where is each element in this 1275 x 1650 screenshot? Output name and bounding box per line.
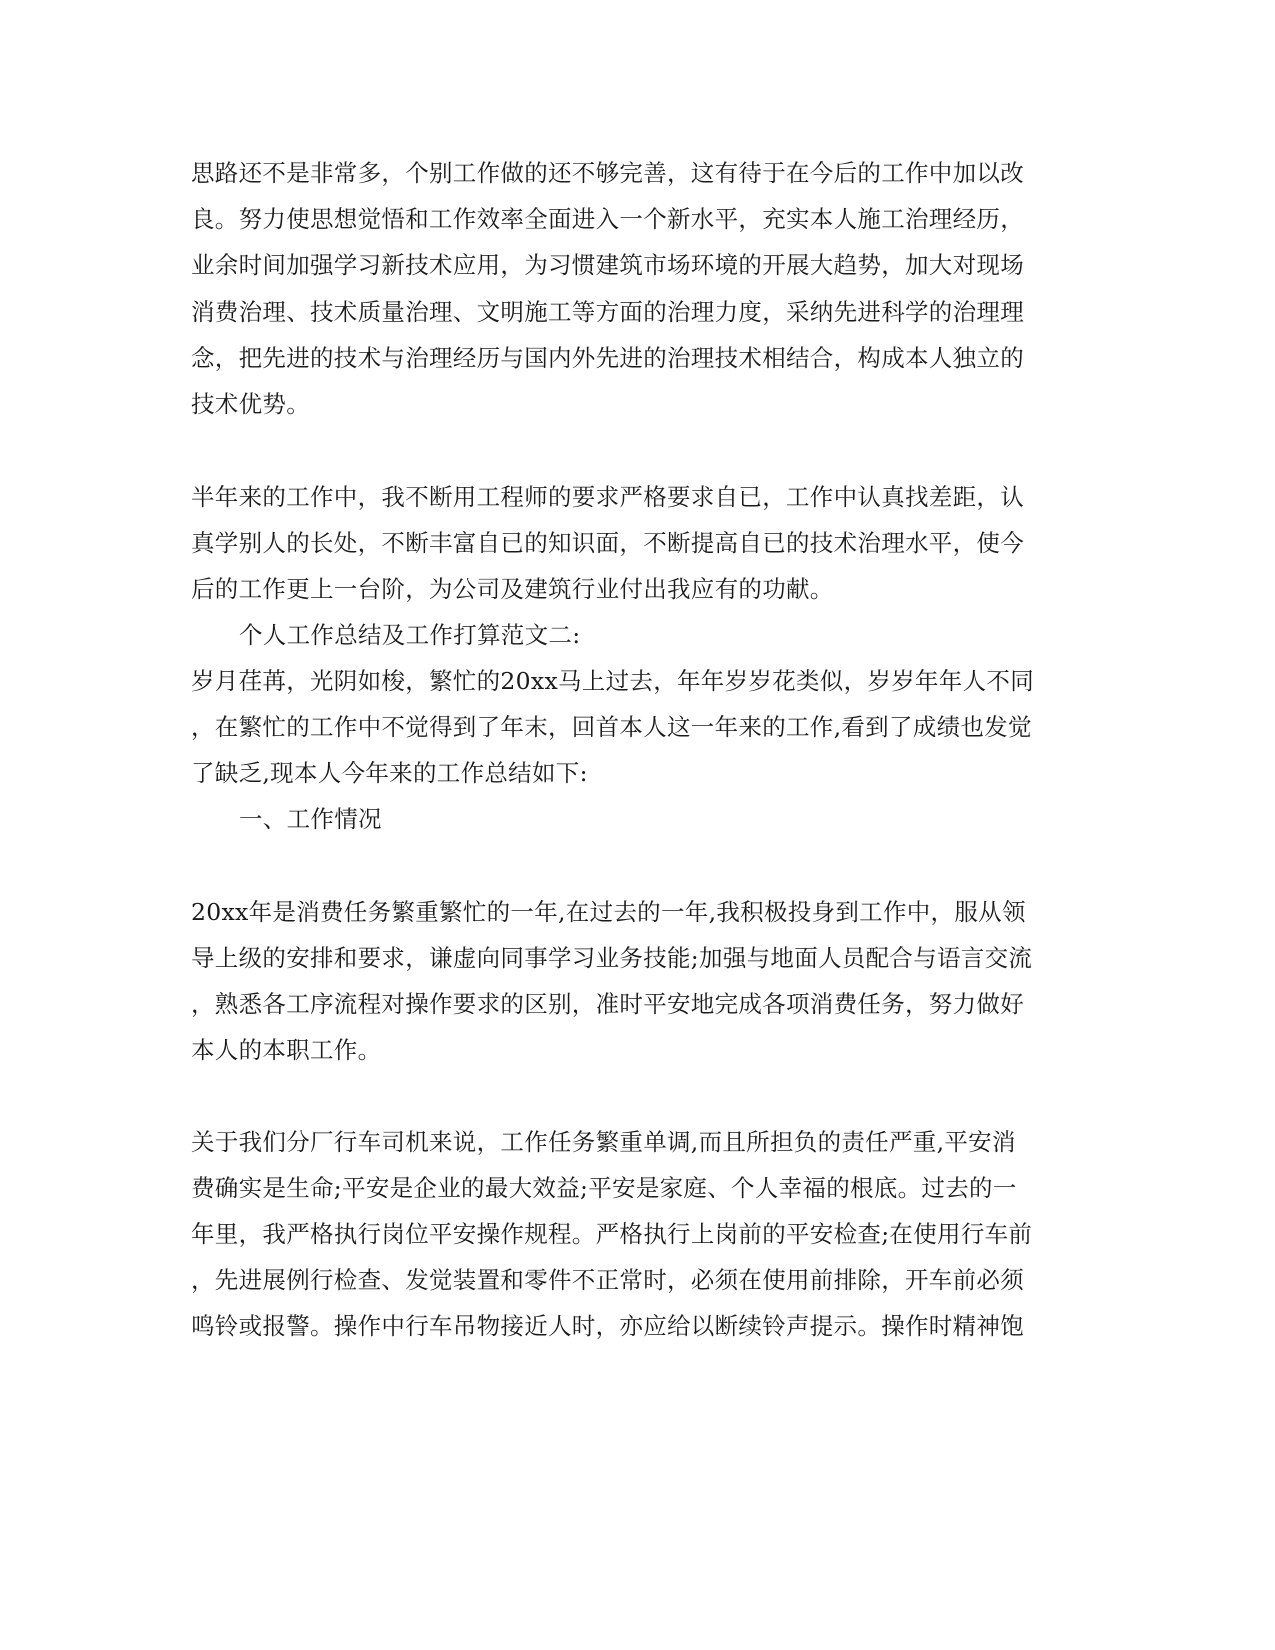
section-heading: 个人工作总结及工作打算范文二: [239,621,581,649]
text-line: ，在繁忙的工作中不觉得到了年末，回首本人这一年来的工作,看到了成绩也发觉 [191,713,1032,741]
text-line: 良。努力使思想觉悟和工作效率全面进入一个新水平，充实本人施工治理经历， [191,205,1024,233]
text-line: 本人的本职工作。 [191,1036,382,1064]
text-line: 后的工作更上一台阶，为公司及建筑行业付出我应有的功献。 [191,575,834,603]
text-line: ，先进展例行检查、发觉装置和零件不正常时，必须在使用前排除，开车前必须 [191,1266,1024,1294]
text-line: 年里，我严格执行岗位平安操作规程。严格执行上岗前的平安检查;在使用行车前 [191,1220,1033,1248]
text-line: 技术优势。 [191,390,310,418]
text-line: 导上级的安排和要求，谦虚向同事学习业务技能;加强与地面人员配合与语言交流 [191,944,1033,972]
text-line: 业余时间加强学习新技术应用，为习惯建筑市场环境的开展大趋势，加大对现场 [191,251,1024,279]
subsection-heading: 一、工作情况 [239,805,382,833]
text-line: ，熟悉各工序流程对操作要求的区别，准时平安地完成各项消费任务，努力做好 [191,990,1024,1018]
text-line: 鸣铃或报警。操作中行车吊物接近人时，亦应给以断续铃声提示。操作时精神饱 [191,1312,1024,1340]
text-line: 半年来的工作中，我不断用工程师的要求严格要求自已，工作中认真找差距，认 [191,483,1024,511]
text-line: 了缺乏,现本人今年来的工作总结如下: [191,759,588,787]
text-line: 关于我们分厂行车司机来说，工作任务繁重单调,而且所担负的责任严重,平安消 [191,1128,1016,1156]
text-line: 费确实是生命;平安是企业的最大效益;平安是家庭、个人幸福的根底。过去的一 [191,1174,1017,1202]
text-line: 岁月荏苒，光阴如梭，繁忙的20xx马上过去，年年岁岁花类似，岁岁年年人不同 [191,667,1035,695]
text-line: 消费治理、技术质量治理、文明施工等方面的治理力度，采纳先进科学的治理理 [191,298,1024,326]
text-line: 思路还不是非常多，个别工作做的还不够完善，这有待于在今后的工作中加以改 [191,159,1024,187]
text-line: 20xx年是消费任务繁重繁忙的一年,在过去的一年,我积极投身到工作中，服从领 [191,898,1026,926]
text-line: 念，把先进的技术与治理经历与国内外先进的治理技术相结合，构成本人独立的 [191,344,1024,372]
text-line: 真学别人的长处，不断丰富自已的知识面，不断提高自已的技术治理水平，使今 [191,529,1024,557]
